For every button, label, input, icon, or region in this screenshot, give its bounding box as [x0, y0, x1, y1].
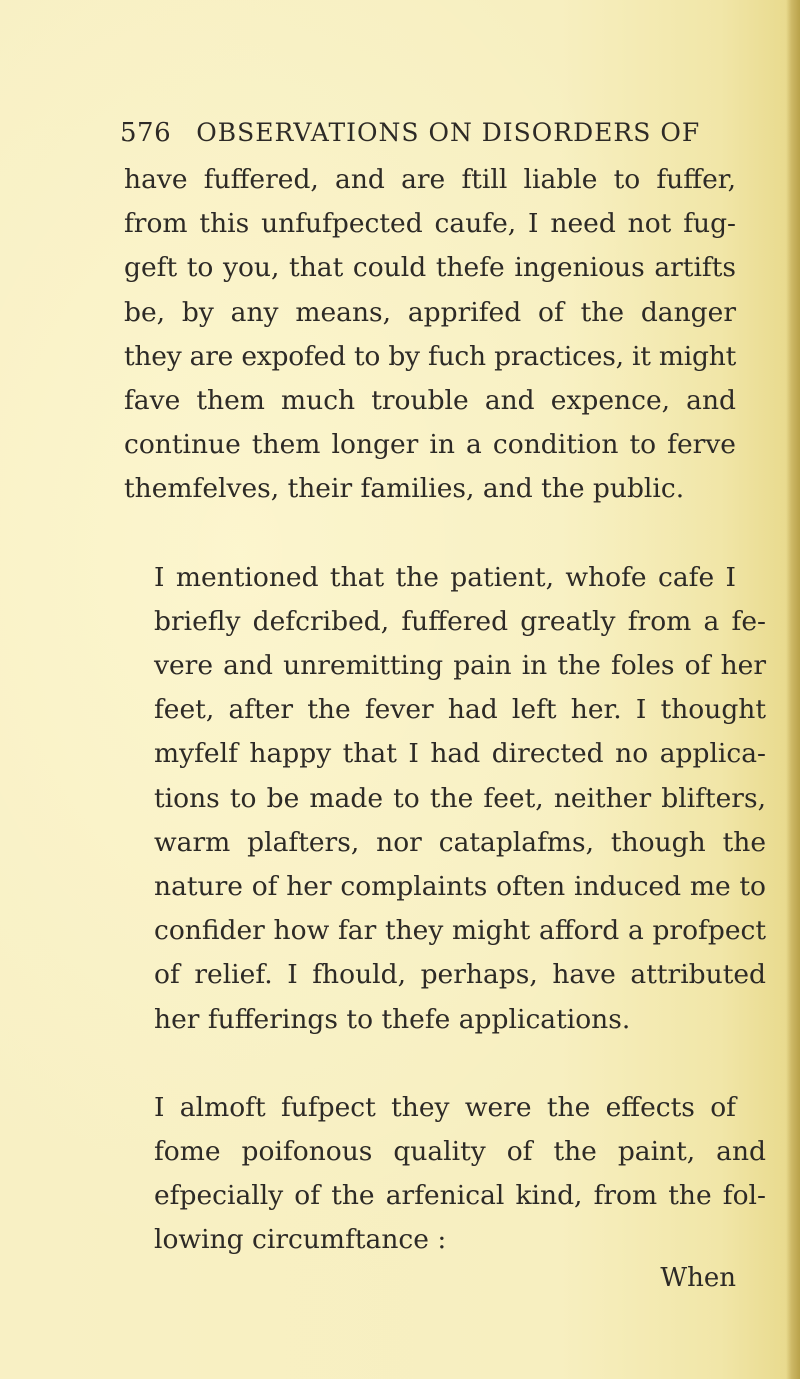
- text-line: continue them longer in a condition to ferve: [124, 429, 736, 461]
- text-line: warm plafters, nor cataplafms, though the: [154, 826, 766, 858]
- paragraph-1: [124, 158, 736, 512]
- text-line: briefly defcribed, fuffered greatly from a fe-: [154, 605, 766, 637]
- text-line: be, by any means, apprifed of the danger: [124, 296, 736, 328]
- text-line: themfelves, their families, and the public.: [124, 473, 685, 505]
- running-head-title: OBSERVATIONS ON DISORDERS OF: [196, 118, 701, 147]
- text-line: from this unfufpected caufe, I need not fug-: [124, 208, 736, 240]
- page-edge: [786, 0, 800, 1379]
- text-line: confider how far they might afford a profpect: [154, 915, 766, 947]
- catchword: When: [660, 1263, 736, 1293]
- text-line: vere and unremitting pain in the foles of her: [154, 650, 766, 682]
- text-line: fave them much trouble and expence, and: [124, 385, 737, 417]
- text-line: geft to you, that could thefe ingenious artifts: [124, 252, 736, 284]
- text-line: of relief. I fhould, perhaps, have attributed: [154, 959, 766, 991]
- text-line: fome poifonous quality of the paint, and: [154, 1136, 766, 1168]
- text-line: feet, after the fever had left her. I thought: [154, 694, 766, 726]
- body-text: [124, 158, 766, 1263]
- text-line: myfelf happy that I had directed no applica-: [154, 738, 766, 770]
- paragraph-2: [124, 556, 766, 1042]
- text-line: they are expofed to by fuch practices, it might: [124, 340, 737, 372]
- text-line: have fuffered, and are ftill liable to fuffer,: [124, 164, 736, 195]
- text-line: lowing circumftance :: [154, 1224, 447, 1256]
- text-line: I almoft fufpect they were the effects of: [154, 1091, 736, 1123]
- text-line: her fufferings to thefe applications.: [154, 1003, 631, 1035]
- text-line: efpecially of the arfenical kind, from the fol-: [154, 1180, 766, 1212]
- running-head: [120, 118, 701, 158]
- text-line: tions to be made to the feet, neither blifters,: [154, 782, 766, 814]
- paragraph-3: [124, 1086, 766, 1263]
- page-number: 576: [120, 118, 172, 148]
- text-line: nature of her complaints often induced me to: [154, 871, 766, 903]
- text-line: I mentioned that the patient, whofe cafe I: [154, 561, 736, 593]
